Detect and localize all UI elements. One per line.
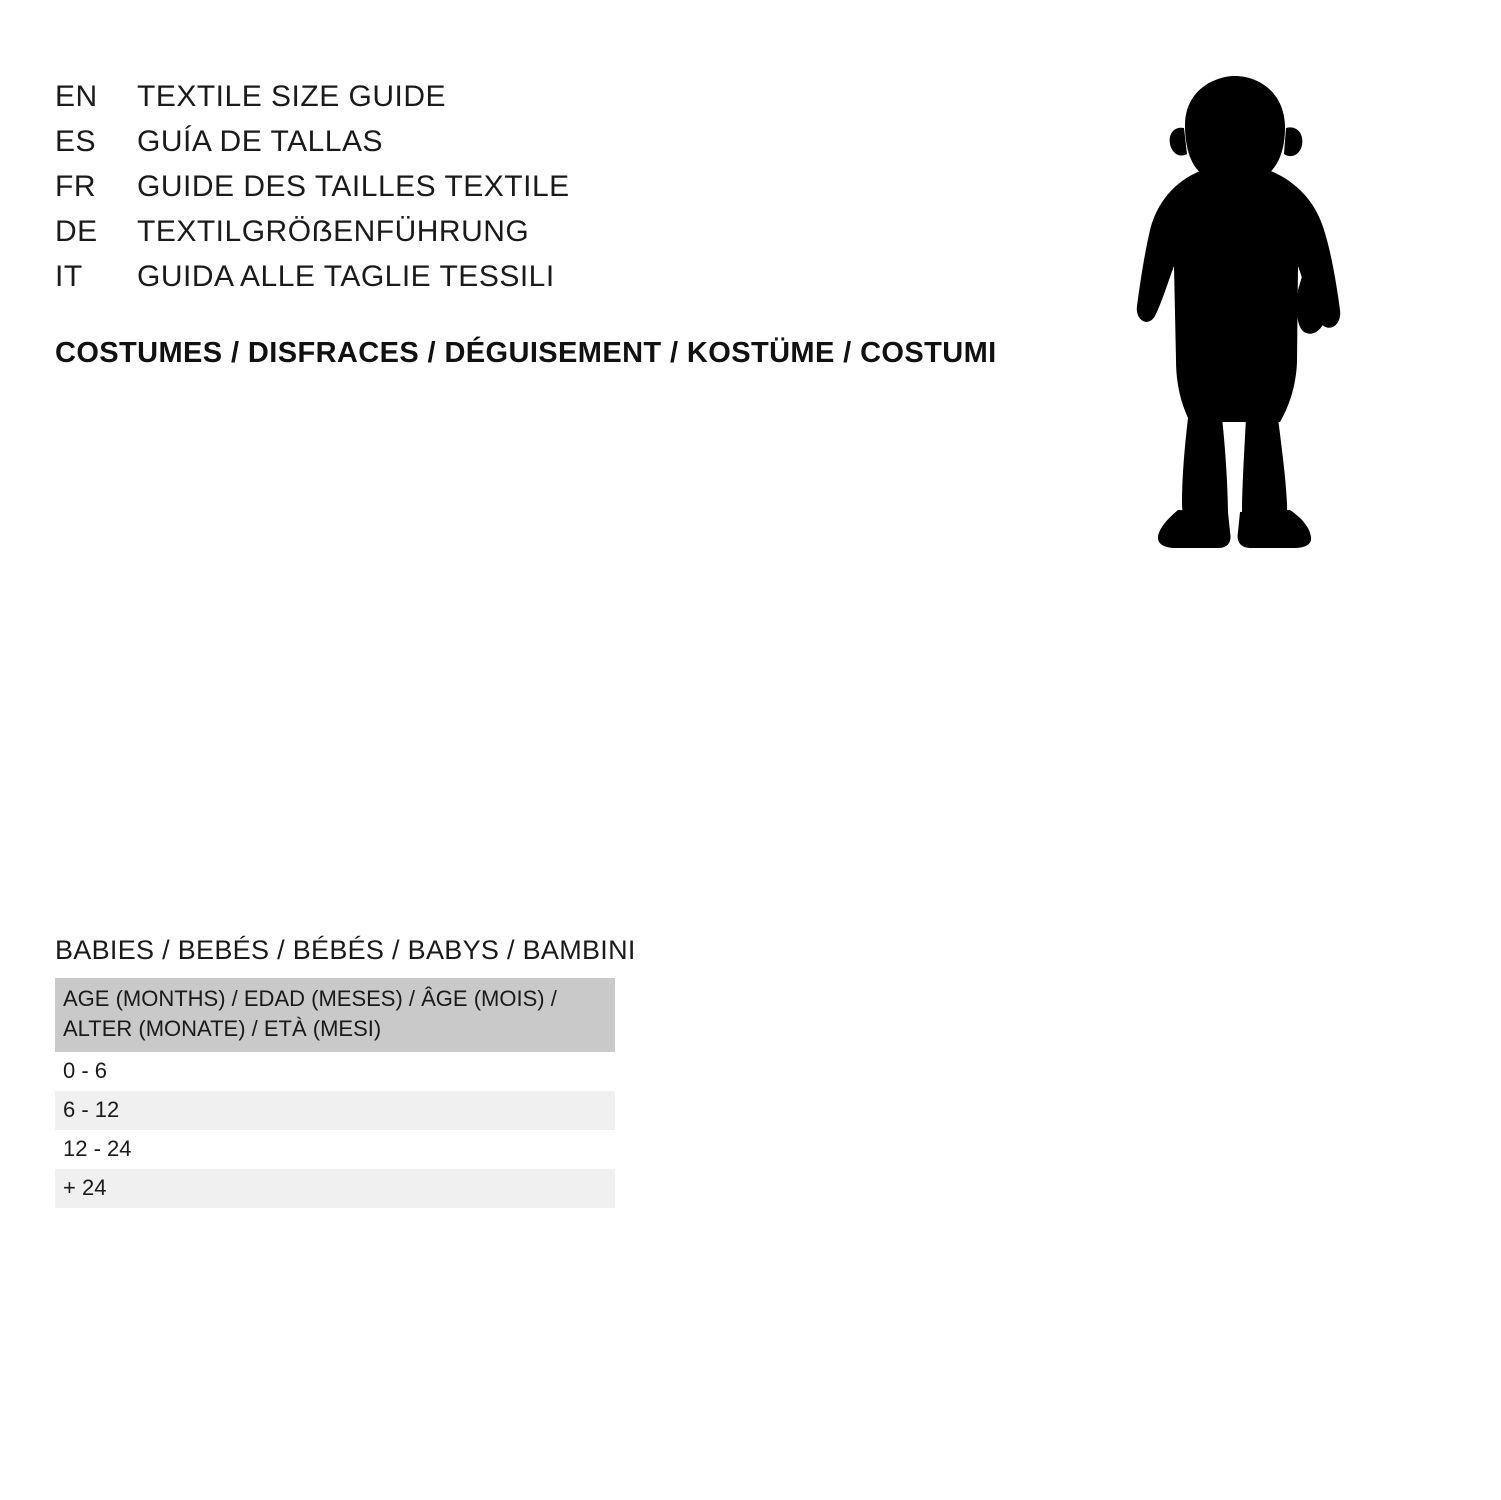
language-row-de bbox=[55, 209, 1055, 254]
cell-age: 6 - 12 bbox=[55, 1091, 615, 1130]
language-text-fr: GUIDE DES TAILLES TEXTILE bbox=[137, 170, 570, 203]
language-code-fr: FR bbox=[55, 170, 96, 203]
table-header-row bbox=[55, 978, 615, 1052]
table-row bbox=[55, 1091, 615, 1130]
language-code-de: DE bbox=[55, 215, 98, 248]
language-text-en: TEXTILE SIZE GUIDE bbox=[137, 80, 447, 113]
table-row bbox=[55, 1052, 615, 1091]
baby-silhouette-icon bbox=[1110, 70, 1360, 550]
language-row-it bbox=[55, 254, 1055, 299]
language-row-en bbox=[55, 74, 1055, 119]
language-row-es bbox=[55, 119, 1055, 164]
language-text-de: TEXTILGRÖẞENFÜHRUNG bbox=[137, 215, 530, 248]
cell-age: + 24 bbox=[55, 1169, 615, 1208]
language-code-it: IT bbox=[55, 260, 83, 293]
language-row-fr bbox=[55, 164, 1055, 209]
language-header-block bbox=[55, 74, 1055, 299]
table-row bbox=[55, 1169, 615, 1208]
category-line: COSTUMES / DISFRACES / DÉGUISEMENT / KOSTÜME / COSTUMI bbox=[55, 337, 997, 369]
table-caption: BABIES / BEBÉS / BÉBÉS / BABYS / BAMBINI bbox=[55, 935, 636, 965]
table-row bbox=[55, 1130, 615, 1169]
language-text-it: GUIDA ALLE TAGLIE TESSILI bbox=[137, 260, 555, 293]
language-code-es: ES bbox=[55, 125, 97, 158]
size-table bbox=[55, 978, 615, 1208]
language-text-es: GUÍA DE TALLAS bbox=[137, 125, 383, 158]
cell-age: 0 - 6 bbox=[55, 1052, 615, 1091]
language-code-en: EN bbox=[55, 80, 98, 113]
cell-age: 12 - 24 bbox=[55, 1130, 615, 1169]
size-table-section bbox=[55, 935, 675, 1208]
column-header-age: AGE (MONTHS) / EDAD (MESES) / ÂGE (MOIS) / ALTER (MONATE) / ETÀ (MESI) bbox=[55, 978, 615, 1052]
